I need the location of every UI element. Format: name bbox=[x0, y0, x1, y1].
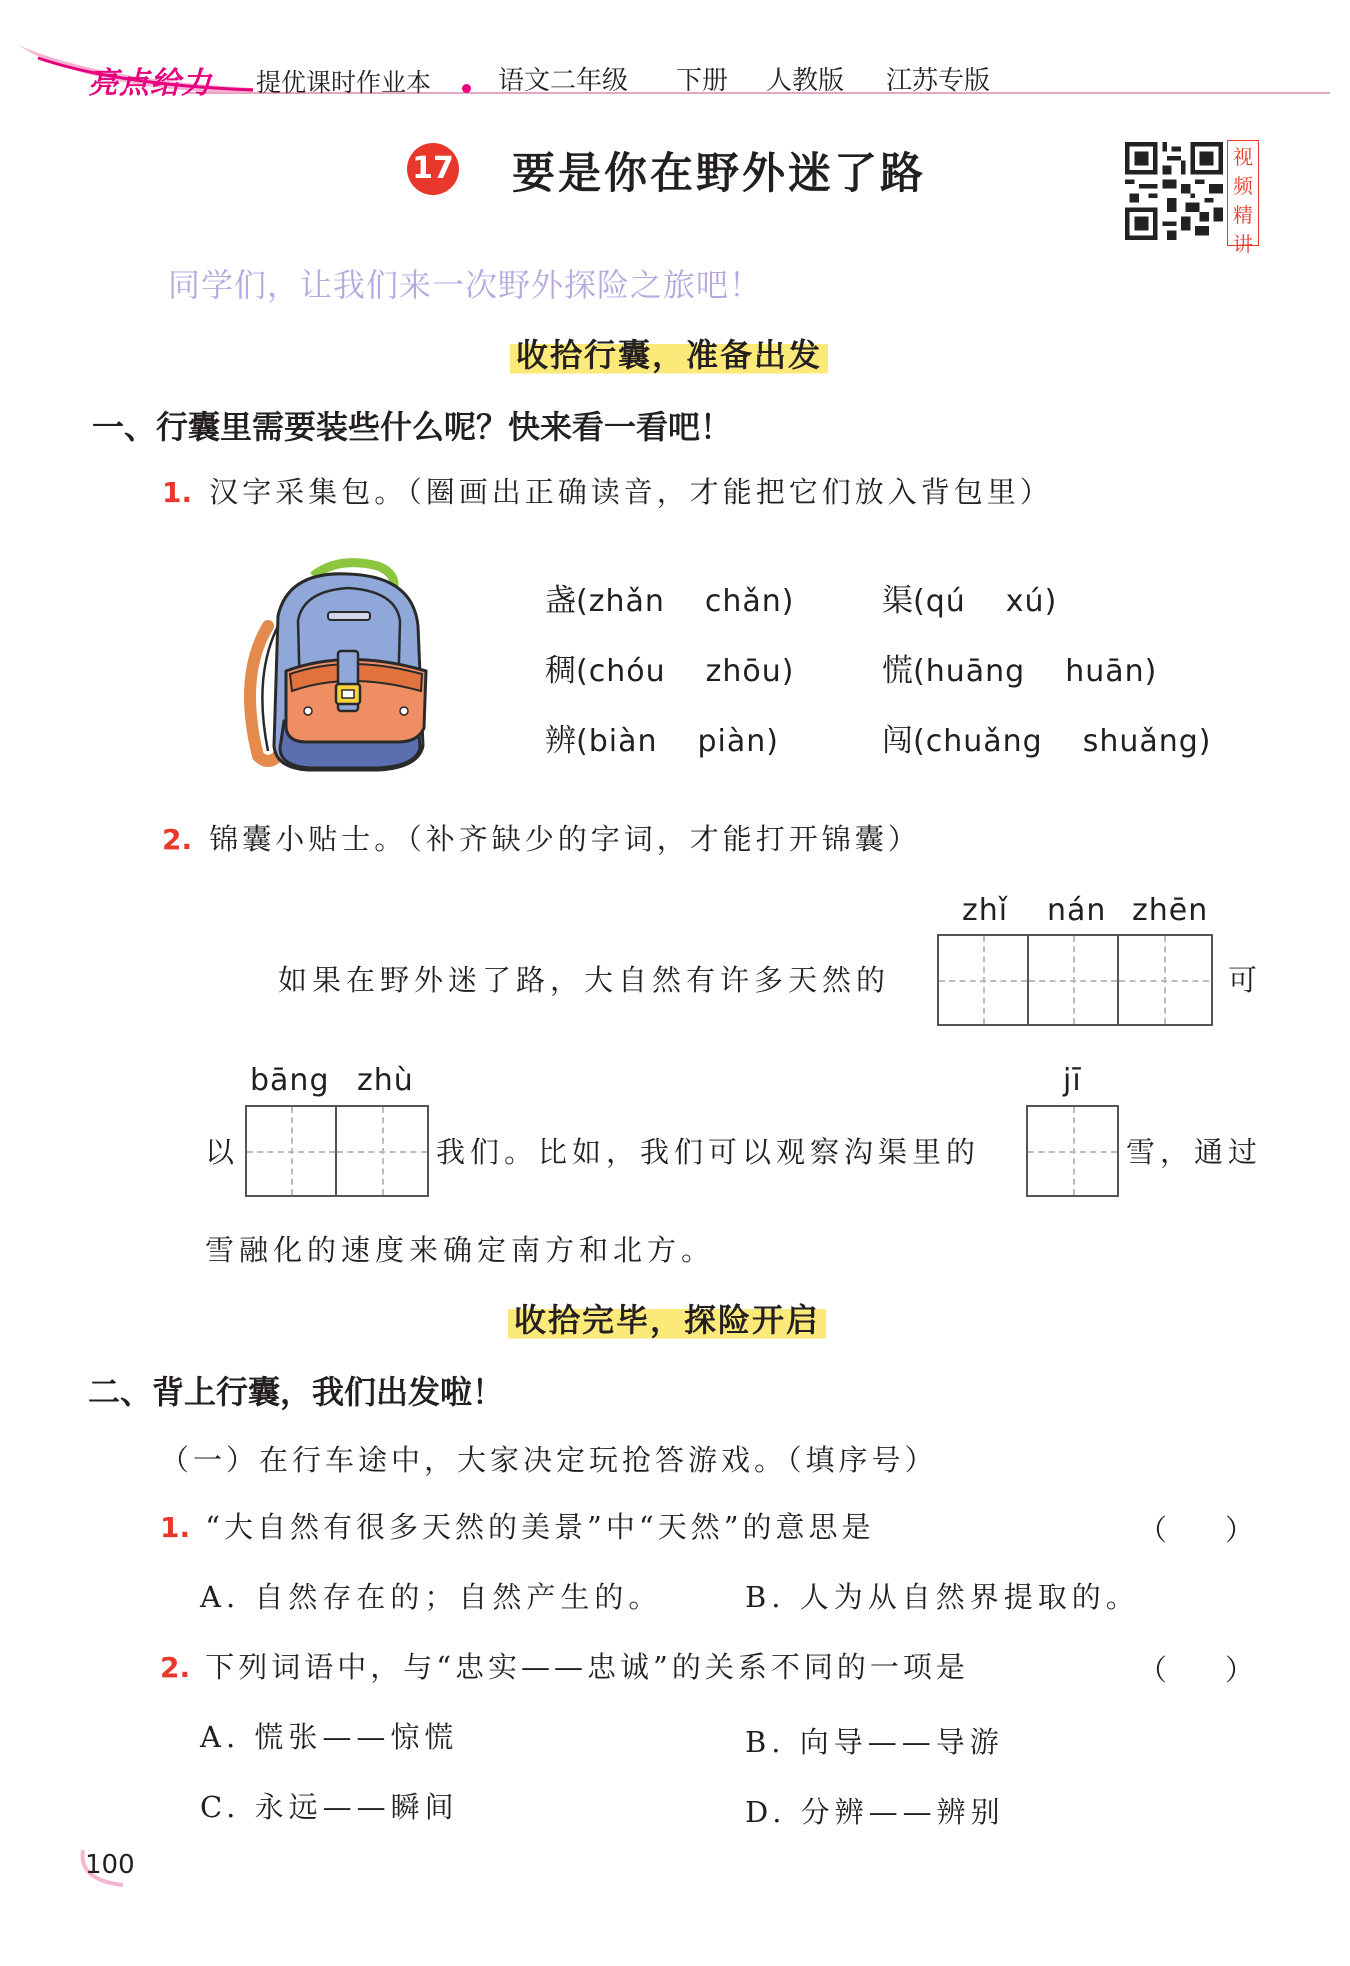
question-number: 2. bbox=[160, 1651, 191, 1684]
fill-line-1-end: 可 bbox=[1228, 963, 1263, 997]
pinyin-item: 渠(qú xú) bbox=[882, 583, 1058, 619]
pinyin-item: 稠(chóu zhōu) bbox=[545, 653, 795, 689]
qr-code-icon[interactable] bbox=[1125, 142, 1223, 240]
pinyin-char: 盏 bbox=[545, 583, 576, 619]
backpack-icon bbox=[228, 556, 456, 776]
pinyin-option-a[interactable]: zhǎn bbox=[588, 584, 665, 619]
pinyin-char: 稠 bbox=[545, 653, 576, 689]
header-region: 江苏专版 bbox=[886, 66, 991, 96]
pinyin-item: 辨(biàn piàn) bbox=[545, 723, 779, 759]
q2-1-prompt bbox=[160, 1505, 875, 1546]
lesson-number-badge: 17 bbox=[407, 143, 459, 195]
video-lecture-tag[interactable] bbox=[1227, 140, 1259, 256]
pinyin-char: 慌 bbox=[882, 653, 913, 689]
header-dot bbox=[462, 84, 471, 93]
pinyin-hint: bāng bbox=[250, 1063, 330, 1098]
pinyin-hint: zhēn bbox=[1132, 893, 1209, 928]
tian-cell[interactable] bbox=[1028, 1107, 1117, 1195]
pinyin-hint: zhǐ bbox=[962, 893, 1009, 928]
lesson-title: 要是你在野外迷了路 bbox=[512, 149, 926, 199]
pinyin-option-a[interactable]: chóu bbox=[588, 654, 666, 689]
pinyin-hint: nán bbox=[1047, 893, 1107, 928]
question-number: 1. bbox=[160, 1511, 191, 1544]
pinyin-option-b[interactable]: shuǎng bbox=[1082, 724, 1199, 759]
header-edition: 人教版 bbox=[766, 66, 845, 96]
fill-line-2-mid: 我们。比如，我们可以观察沟渠里的 bbox=[436, 1135, 981, 1169]
option-d[interactable]: D. 分辨——辨别 bbox=[745, 1795, 1005, 1829]
pinyin-hint: zhù bbox=[357, 1063, 414, 1098]
question-number: 2. bbox=[162, 823, 193, 856]
pinyin-option-a[interactable]: huāng bbox=[925, 654, 1026, 689]
q2-2-prompt bbox=[160, 1645, 969, 1686]
option-a[interactable]: A. 慌张——惊慌 bbox=[200, 1720, 459, 1754]
q1-2-prompt bbox=[162, 817, 921, 858]
brand-subtitle: 提优课时作业本 bbox=[256, 68, 432, 97]
question-number: 1. bbox=[162, 476, 193, 509]
q1-1-prompt bbox=[162, 470, 1053, 511]
pinyin-char: 渠 bbox=[882, 583, 913, 619]
qr-tag-char: 视 bbox=[1233, 145, 1253, 169]
page-number: 100 bbox=[85, 1850, 135, 1880]
tian-grid-ji[interactable] bbox=[1026, 1105, 1119, 1197]
intro-text: 同学们，让我们来一次野外探险之旅吧！ bbox=[168, 266, 763, 304]
header-subject: 语文二年级 bbox=[498, 66, 629, 96]
fill-line-2-start: 以 bbox=[205, 1135, 240, 1169]
pinyin-option-b[interactable]: xú bbox=[1005, 584, 1045, 619]
pinyin-option-a[interactable]: qú bbox=[925, 584, 966, 619]
option-a[interactable]: A. 自然存在的；自然产生的。 bbox=[200, 1580, 663, 1614]
pinyin-option-b[interactable]: chǎn bbox=[704, 584, 782, 619]
question-text: “大自然有很多天然的美景”中“天然”的意思是 bbox=[205, 1510, 875, 1544]
fill-line-3: 雪融化的速度来确定南方和北方。 bbox=[205, 1233, 716, 1267]
option-c[interactable]: C. 永远——瞬间 bbox=[200, 1790, 459, 1824]
pinyin-char: 辨 bbox=[545, 723, 576, 759]
pinyin-item: 闯(chuǎng shuǎng) bbox=[882, 723, 1212, 759]
pinyin-option-b[interactable]: zhōu bbox=[705, 654, 782, 689]
option-b[interactable]: B. 人为从自然界提取的。 bbox=[745, 1580, 1140, 1614]
question-text: 锦囊小贴士。（补齐缺少的字词，才能打开锦囊） bbox=[209, 822, 921, 856]
qr-tag-char: 讲 bbox=[1233, 232, 1253, 256]
pinyin-option-a[interactable]: chuǎng bbox=[925, 724, 1043, 759]
pinyin-option-a[interactable]: biàn bbox=[588, 724, 658, 759]
pinyin-item: 慌(huāng huān) bbox=[882, 653, 1158, 689]
section1-heading: 一、行囊里需要装些什么呢？快来看一看吧！ bbox=[92, 408, 733, 446]
tian-cell[interactable] bbox=[1029, 936, 1119, 1024]
section2-subheading: （一）在行车途中，大家决定玩抢答游戏。（填序号） bbox=[160, 1443, 938, 1477]
tian-grid-zhinanzhen[interactable] bbox=[937, 934, 1213, 1026]
pinyin-hint: jī bbox=[1063, 1063, 1082, 1098]
answer-blank[interactable]: （ ） bbox=[1138, 1653, 1255, 1687]
qr-tag-char: 频 bbox=[1233, 174, 1253, 198]
pinyin-char: 闯 bbox=[882, 723, 913, 759]
tian-cell[interactable] bbox=[939, 936, 1029, 1024]
section1-banner: 收拾行囊，准备出发 bbox=[510, 330, 828, 376]
pinyin-item: 盏(zhǎn chǎn) bbox=[545, 583, 795, 619]
fill-line-1: 如果在野外迷了路，大自然有许多天然的 bbox=[278, 963, 891, 997]
brand-logo: 亮点给力 bbox=[88, 66, 212, 101]
tian-cell[interactable] bbox=[247, 1107, 337, 1195]
pinyin-option-b[interactable]: piàn bbox=[697, 724, 767, 759]
header-volume: 下册 bbox=[676, 66, 729, 96]
section2-banner: 收拾完毕，探险开启 bbox=[508, 1295, 826, 1341]
tian-cell[interactable] bbox=[337, 1107, 427, 1195]
question-text: 汉字采集包。（圈画出正确读音，才能把它们放入背包里） bbox=[209, 475, 1053, 509]
qr-tag-char: 精 bbox=[1233, 203, 1253, 227]
fill-line-2-end: 雪，通过 bbox=[1126, 1135, 1263, 1169]
tian-cell[interactable] bbox=[1119, 936, 1209, 1024]
tian-grid-bangzhu[interactable] bbox=[245, 1105, 429, 1197]
section2-heading: 二、背上行囊，我们出发啦！ bbox=[88, 1373, 505, 1411]
answer-blank[interactable]: （ ） bbox=[1138, 1513, 1255, 1547]
question-text: 下列词语中，与“忠实——忠诚”的关系不同的一项是 bbox=[205, 1650, 969, 1684]
pinyin-option-b[interactable]: huān bbox=[1065, 654, 1145, 689]
option-b[interactable]: B. 向导——导游 bbox=[745, 1725, 1004, 1759]
